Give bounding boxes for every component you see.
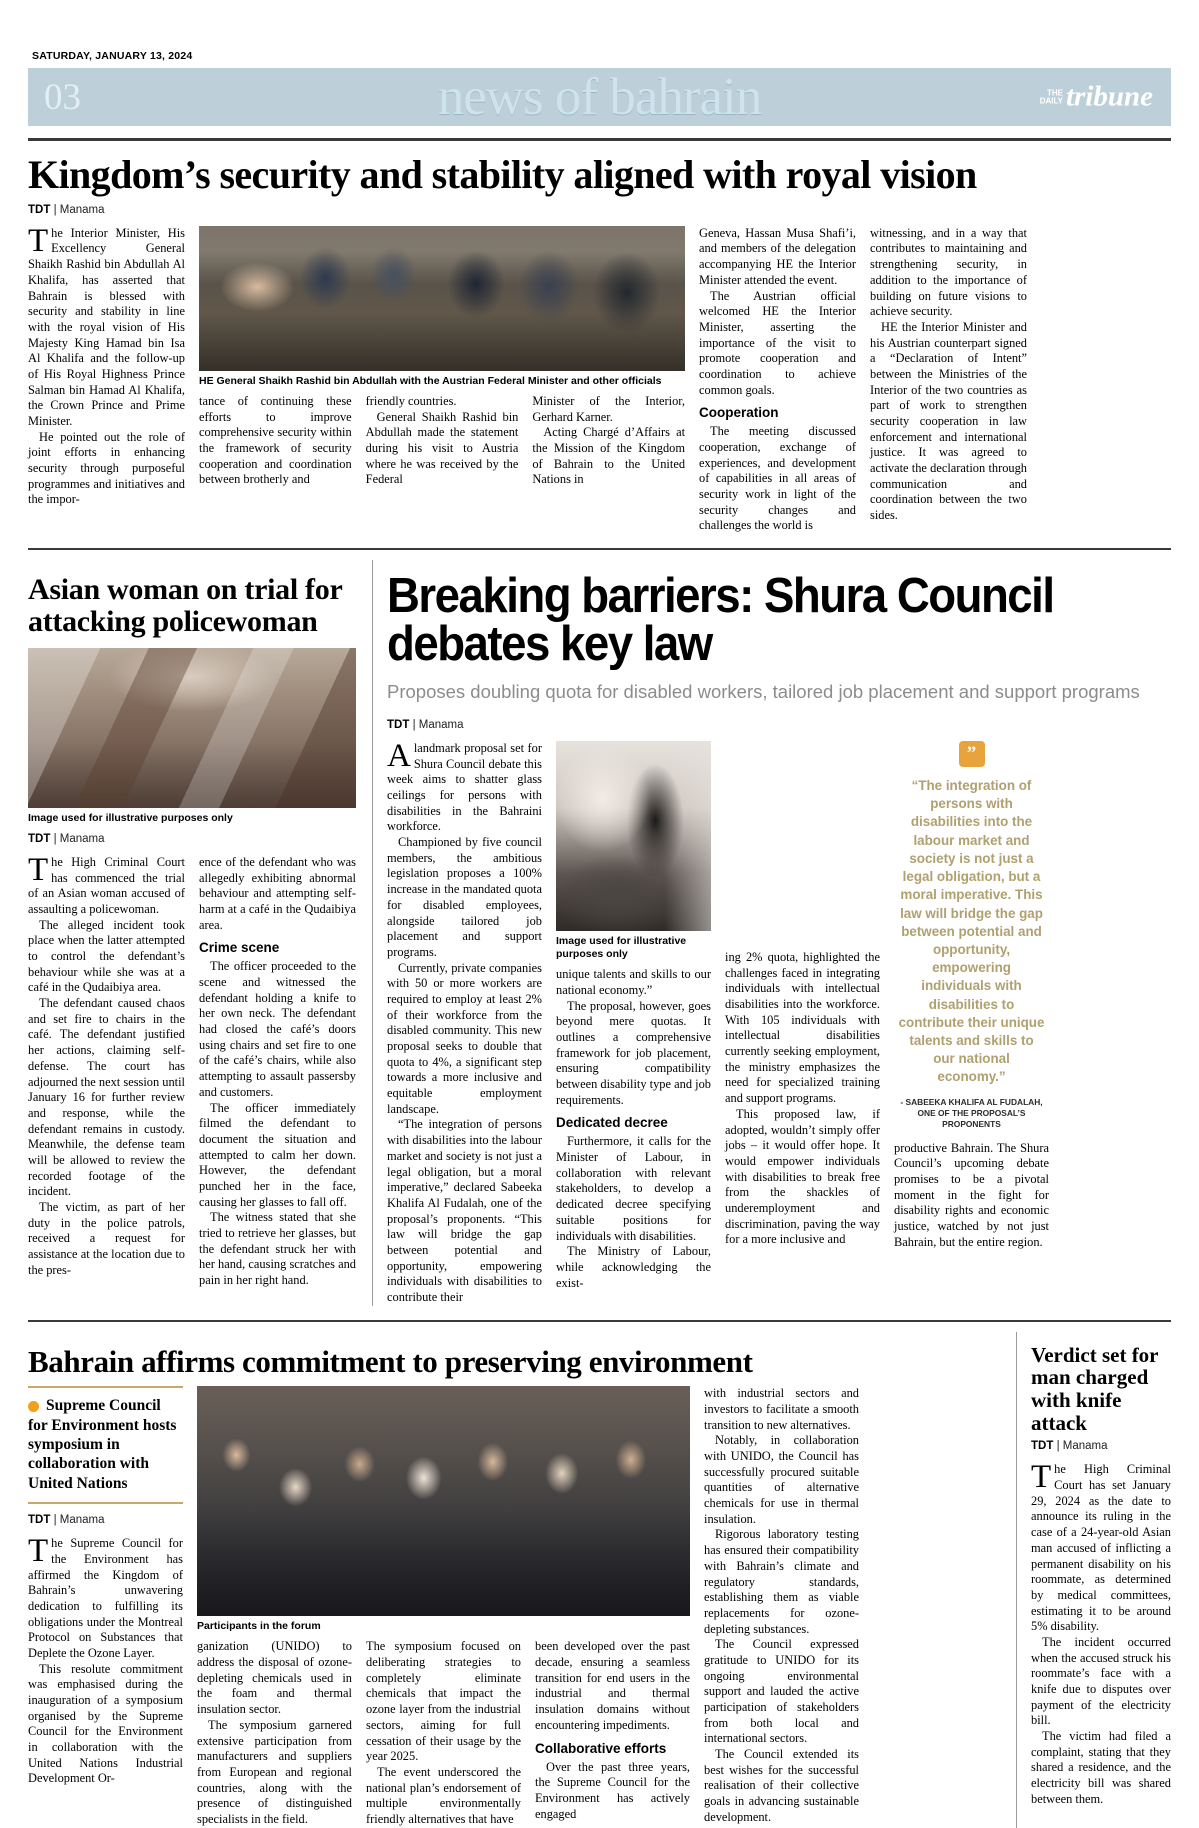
masthead-wordmark: news of bahrain	[437, 68, 762, 126]
paragraph: The symposium focused on deliberating strategies to completely eliminate chemicals that impact the ozone layer from the industrial sectors, aiming for full cessation of their usage by the year 2025.	[366, 1639, 521, 1764]
paragraph: Alandmark proposal set for Shura Council debate this week aims to shatter glass ceilings for persons with disabilities in the Bahraini workforce.	[387, 737, 542, 834]
paragraph: The officer immediately filmed the defendant to document the situation and attempted to calm her down. However, the defendant punched her in the face, causing her glasses to fall off.	[199, 1100, 356, 1209]
verdict-article	[1016, 1332, 1171, 1828]
paragraph: ing 2% quota, highlighted the challenges faced in integrating individuals with intellectual disabilities into the workforce. With 105 individuals with intellectual disabilities currently seeking employment, the ministry emphasizes the need for specialized training and support programs.	[725, 949, 880, 1106]
asian-woman-column-1	[28, 851, 185, 1289]
shura-quote-column	[894, 741, 1049, 1306]
shura-byline-source: TDT	[387, 718, 410, 731]
paragraph: General Shaikh Rashid bin Abdullah made the statement during his visit to Austria where he was received by the Federal	[365, 409, 519, 487]
section-separator-1	[28, 548, 1171, 550]
environment-byline-place: Manama	[59, 1514, 105, 1527]
lead-subhead-cooperation: Cooperation	[699, 405, 779, 421]
masthead-rule	[28, 138, 1171, 141]
shura-headline: Breaking barriers: Shura Council debates key law	[387, 569, 1054, 672]
environment-column-1	[28, 1386, 183, 1827]
paragraph: witnessing, and in a way that contributes to maintaining and strengthening security, in addition to the importance of building on future visions to achieve security.	[870, 225, 1027, 319]
paragraph: friendly countries.	[365, 393, 457, 408]
paragraph: Acting Chargé d’Affairs at the Mission of the Kingdom of Bahrain to the United Nations in	[532, 425, 686, 487]
paragraph: unique talents and skills to our national economy.”	[556, 967, 711, 997]
lead-photo-caption: HE General Shaikh Rashid bin Abdullah with the Austrian Federal Minister and other officials	[199, 374, 662, 387]
brand-tribune: tribune	[1065, 80, 1153, 113]
dateline: SATURDAY, JANUARY 13, 2024	[32, 50, 193, 62]
asian-woman-photo-caption: Image used for illustrative purposes only	[28, 811, 233, 824]
bullet-dot-icon	[28, 1401, 39, 1412]
paragraph: Geneva, Hassan Musa Shafi’i, and members of the delegation accompanying HE the Interior Minister attended the event.	[699, 225, 856, 287]
brand-daily: DAILY	[1039, 96, 1063, 105]
shura-subhead-dedicated-decree: Dedicated decree	[556, 1115, 668, 1131]
paragraph: The event underscored the national plan’s endorsement of multiple environmentally friendly alternatives that have	[366, 1764, 521, 1826]
verdict-byline-source: TDT	[1031, 1440, 1054, 1453]
shura-column-1	[387, 737, 542, 1306]
verdict-byline-place: Manama	[1062, 1440, 1108, 1453]
paragraph: HE the Interior Minister and his Austrian counterpart signed a “Declaration of Intent” between the Ministries of the Interior of the two countries as part of work to strengthen security cooperation in law enforcement and international justice. It was agreed to activate the declaration through communication and coordination between the two sides.	[870, 319, 1027, 523]
shura-photo-caption: Image used for illustrative purposes only	[556, 934, 687, 961]
paragraph: The Austrian official welcomed HE the Interior Minister, asserting the importance of the visit to promote cooperation and coordination to achieve common goals.	[699, 288, 856, 397]
environment-column-4	[535, 1639, 690, 1827]
paragraph: The officer proceeded to the scene and witnessed the defendant holding a knife to her own neck. The defendant had closed the café’s doors using chairs and set fire to one of the café’s chairs, while also attempting to assault passersby and customers.	[199, 959, 356, 1099]
paragraph: The High Criminal Court has set January 29, 2024 as the date to announce its ruling in the case of a 24-year-old Asian man accused of inflicting a permanent disability on his roommate, as determined by medical committees, estimating it to be around 5% disability.	[1031, 1459, 1171, 1634]
asian-woman-article	[28, 560, 356, 1306]
shura-photo	[556, 741, 711, 931]
paragraph: The Ministry of Labour, while acknowledging the exist-	[556, 1244, 711, 1290]
lead-column-6	[870, 226, 1027, 534]
paragraph: been developed over the past decade, ensuring a seamless transition for end users in the industrial and thermal insulation domains without encountering impediments.	[535, 1639, 690, 1732]
asian-woman-headline: Asian woman on trial for attacking policewoman	[28, 573, 342, 638]
asian-woman-byline: TDT | Manama	[28, 832, 105, 845]
environment-column-2	[197, 1639, 352, 1827]
shura-pullquote	[894, 741, 1049, 1131]
environment-kicker-text: Supreme Council for Environment hosts symposium in collaboration with United Nations	[28, 1397, 177, 1492]
environment-column-5	[704, 1386, 859, 1827]
environment-column-3	[366, 1639, 521, 1827]
verdict-headline: Verdict set for man charged with knife attack	[1031, 1342, 1159, 1435]
asian-woman-subhead-crime-scene: Crime scene	[199, 940, 280, 956]
shura-column-3	[725, 741, 880, 1306]
paragraph: Notably, in collaboration with UNIDO, the Council has successfully procured suitable quantities of alternative chemicals for use in thermal insulation.	[704, 1433, 859, 1526]
paragraph: The defendant caused chaos and set fire to chairs in the café. The defendant justified her actions, claiming self-defense. The court has adjourned the next session until January 16 for further review and response, while the defendant remains in custody. Meanwhile, the defense team will be allowed to review the recorded footage of the incident.	[28, 996, 185, 1199]
shura-byline: TDT | Manama	[387, 718, 464, 731]
shura-article	[372, 560, 1171, 1306]
paragraph: The High Criminal Court has commenced the trial of an Asian woman accused of assaulting a policewoman.	[28, 851, 185, 916]
paragraph: The witness stated that she tried to retrieve her glasses, but the defendant struck her with her hand, causing scratches and pain in her right hand.	[199, 1210, 356, 1288]
tribune-logo	[1039, 80, 1153, 113]
page-number: 03	[44, 76, 81, 118]
environment-photo-block	[197, 1386, 690, 1827]
paragraph: Rigorous laboratory testing has ensured their compatibility with Bahrain’s climate and regulatory standards, establishing them as viable replacements for ozone-depleting substances.	[704, 1527, 859, 1636]
paragraph: productive Bahrain. The Shura Council’s upcoming debate promises to be a pivotal moment in the fight for disability rights and economic justice, watched by not just Bahrain, but the entire region.	[894, 1140, 1049, 1249]
paragraph: “The integration of persons with disabilities into the labour market and society is not just a legal obligation, but a moral imperative,” declared Sabeeka Khalifa Al Fudalah, one of the proposal’s proponents. “This law will bridge the gap between potential and opportunity, empowering individuals with disabilities to contribute their	[387, 1117, 542, 1305]
paragraph: The proposal, however, goes beyond mere quotas. It outlines a comprehensive framework for job placement, ensuring compatibility between disability type and job requirements.	[556, 998, 711, 1107]
asian-woman-photo	[28, 648, 356, 808]
section-separator-2	[28, 1320, 1171, 1322]
asian-woman-byline-source: TDT	[28, 832, 51, 845]
environment-photo-caption: Participants in the forum	[197, 1620, 321, 1633]
asian-woman-byline-place: Manama	[59, 832, 105, 845]
paragraph: This resolute commitment was emphasised during the inauguration of a symposium organised by the Supreme Council for the Environment in collaboration with the United Nations Industrial Development Or-	[28, 1661, 183, 1786]
brand-the: THE	[1046, 88, 1063, 97]
environment-kicker	[28, 1386, 183, 1504]
lead-column-5	[699, 226, 856, 534]
quote-mark-icon: ”	[959, 741, 985, 767]
environment-headline: Bahrain affirms commitment to preserving environment	[28, 1343, 753, 1379]
verdict-byline: TDT | Manama	[1031, 1440, 1108, 1453]
paragraph: The victim, as part of her duty in the police patrols, received a request for assistance at the location due to the pres-	[28, 1200, 185, 1277]
lead-column-2	[199, 394, 352, 488]
lead-byline-place: Manama	[59, 203, 105, 216]
shura-byline-place: Manama	[418, 718, 464, 731]
shura-photo-column	[556, 741, 711, 1306]
asian-woman-column-2	[199, 855, 356, 1289]
paragraph: The symposium garnered extensive participation from manufacturers and suppliers from European and regional countries, along with the presence of distinguished specialists in the field.	[197, 1717, 352, 1826]
paragraph: tance of continuing these efforts to improve comprehensive security within the framework of security cooperation and coordination between brotherly and	[199, 393, 352, 487]
paragraph: Currently, private companies with 50 or more workers are required to employ at least 2% of their workforce from the disabled community. This new proposal seeks to double that quota to 4%, a significant step towards a more inclusive and equitable employment landscape.	[387, 960, 542, 1116]
paragraph: He pointed out the role of joint efforts in enhancing security through purposeful programmes and initiatives and the impor-	[28, 429, 185, 507]
paragraph: ence of the defendant who was allegedly exhibiting abnormal behaviour and attempting self-harm at a café in the Qudaibiya area.	[199, 854, 356, 932]
lead-column-3	[366, 394, 519, 488]
shura-quote-text: “The integration of persons with disabilities into the labour market and society is not just a legal obligation, but a moral imperative. This law will bridge the gap between potential and opportunity, empowering individuals with disabilities to contribute their unique talents and skills to our national economy.”	[898, 777, 1045, 1085]
paragraph: Over the past three years, the Supreme Council for the Environment has actively engaged	[535, 1759, 690, 1821]
paragraph: The Council extended its best wishes for the successful realisation of their collective goals in advancing sustainable development.	[704, 1747, 859, 1824]
environment-byline: TDT | Manama	[28, 1514, 105, 1527]
lead-photo	[199, 226, 685, 371]
lead-column-1	[28, 222, 185, 534]
lead-photo-block	[199, 226, 685, 534]
paragraph: with industrial sectors and investors to facilitate a smooth transition to new alternatives.	[704, 1386, 859, 1432]
paragraph: The Council expressed gratitude to UNIDO for its ongoing environmental support and lauded the active participation of stakeholders from both local and international sectors.	[704, 1637, 859, 1746]
paragraph: The alleged incident took place when the latter attempted to control the defendant’s behaviour while she was at a café in the Qudaibiya area.	[28, 917, 185, 995]
paragraph: The incident occurred when the accused struck his roommate’s face with a knife due to disputes over payment of the electricity bill.	[1031, 1634, 1171, 1728]
paragraph: ganization (UNIDO) to address the disposal of ozone-depleting chemicals used in the foam and thermal insulation sector.	[197, 1639, 352, 1717]
lead-column-4	[532, 394, 685, 488]
lead-byline-source: TDT	[28, 203, 51, 216]
environment-subhead-collaborative-efforts: Collaborative efforts	[535, 1740, 667, 1756]
shura-deck: Proposes doubling quota for disabled workers, tailored job placement and support programs	[387, 681, 1140, 703]
paragraph: Championed by five council members, the ambitious legislation proposes a 100% increase in the mandated quota for disabled employees, alongside tailored job placement and support programs.	[387, 835, 542, 959]
paragraph: This proposed law, if adopted, wouldn’t simply offer jobs – it would offer hope. It would empower individuals with disabilities to break free from the shackles of underemployment and discrimination, paving the way for a more inclusive and	[725, 1106, 880, 1247]
environment-article	[28, 1332, 1000, 1828]
paragraph: The Supreme Council for the Environment has affirmed the Kingdom of Bahrain’s unwavering dedication to fulfilling its obligations under the Montreal Protocol on Substances that Deplete the Ozone Layer.	[28, 1533, 183, 1660]
lead-headline: Kingdom’s security and stability aligned with royal vision	[28, 152, 977, 197]
shura-quote-attribution: - SABEEKA KHALIFA AL FUDALAH, ONE OF THE PROPOSAL’S PROPONENTS	[900, 1096, 1043, 1130]
paragraph: The Interior Minister, His Excellency General Shaikh Rashid bin Abdullah Al Khalifa, has asserted that Bahrain is blessed with security and stability in line with the royal vision of His Majesty King Hamad bin Isa Al Khalifa and the follow-up of His Royal Highness Prince Salman bin Hamad Al Khalifa, the Crown Prince and Prime Minister.	[28, 222, 185, 429]
environment-byline-source: TDT	[28, 1514, 51, 1527]
masthead-banner	[28, 68, 1171, 126]
environment-photo	[197, 1386, 690, 1616]
paragraph: The meeting discussed cooperation, exchange of experiences, and development of capabilities in all areas of security work in light of the security changes and challenges the world is	[699, 424, 856, 533]
paragraph: The victim had filed a complaint, stating that they shared a residence, and the electricity bill was shared between them.	[1031, 1729, 1171, 1806]
paragraph: Minister of the Interior, Gerhard Karner.	[532, 393, 686, 424]
lead-byline: TDT | Manama	[28, 203, 105, 216]
paragraph: Furthermore, it calls for the Minister of Labour, in collaboration with relevant stakeholders, to develop a dedicated decree specifying suitable positions for individuals with disabilities.	[556, 1134, 711, 1243]
